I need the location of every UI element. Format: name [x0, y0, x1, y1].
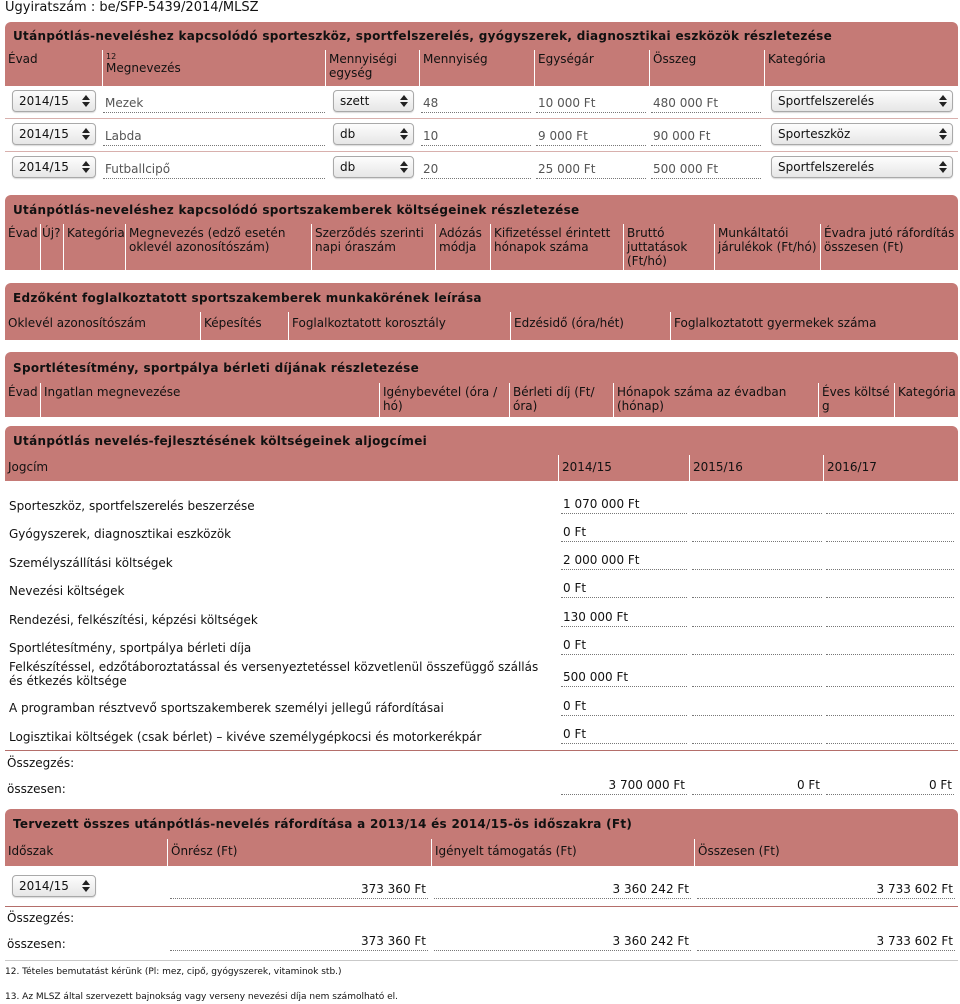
unit-value: szett [340, 94, 370, 108]
coach-header-qual: Képesítés [201, 312, 289, 340]
subcost-label: Logisztikai költségek (csak bérlet) – kivéve személygépkocsi és motorkerékpár [9, 730, 482, 744]
item-name-field[interactable]: Labda [103, 126, 325, 146]
category-select[interactable] [771, 156, 953, 178]
subcost-value-year-2 [692, 635, 822, 655]
category-select[interactable] [771, 123, 953, 145]
subcost-label: Gyógyszerek, diagnosztikai eszközök [9, 527, 232, 541]
subcost-value-year-1: 0 Ft [561, 578, 687, 598]
equipment-header-unit-price: Egységár [535, 50, 650, 86]
subcost-value-year-1: 0 Ft [561, 724, 687, 744]
subcost-value-year-1: 500 000 Ft [561, 667, 687, 687]
select-arrows-icon [939, 95, 947, 107]
subcost-label: Felkészítéssel, edzőtáboroztatással és versenyeztetéssel közvetlenül összefüggő szállás és étkezés költsége [9, 660, 539, 688]
category-value: Sporteszköz [778, 127, 851, 141]
unit-select[interactable] [333, 90, 414, 112]
subcost-value-year-1: 0 Ft [561, 696, 687, 716]
total-label: összesen: [7, 937, 66, 951]
quantity-field[interactable]: 20 [421, 159, 531, 179]
unit-value: db [340, 160, 356, 174]
equipment-header-name [103, 50, 326, 86]
category-select[interactable] [771, 90, 953, 112]
equipment-header-season: Évad [5, 50, 103, 86]
subcost-value-year-3 [826, 494, 954, 514]
subcost-value-year-2 [692, 550, 822, 570]
coach-header-age: Foglalkoztatott korosztály [289, 312, 511, 340]
category-value: Sportfelszerelés [778, 160, 875, 174]
coach-header-kids: Foglalkoztatott gyermekek száma [671, 312, 958, 340]
staff-header-tax: Adózás módja [436, 224, 491, 270]
season-value: 2014/15 [19, 127, 69, 141]
subcost-value-year-2 [692, 494, 822, 514]
subcost-value-year-2 [692, 667, 822, 687]
footnote-marker-12: 12 [106, 52, 117, 61]
total-year-3: 0 Ft [826, 775, 954, 795]
staff-header-months: Kifizetéssel érintett hónapok száma [491, 224, 624, 270]
total-own: 373 360 Ft [170, 931, 428, 951]
season-select[interactable] [12, 123, 96, 145]
staff-header-season: Évad [5, 224, 41, 270]
subcost-label: Sportlétesítmény, sportpálya bérleti díja [9, 641, 252, 655]
subcost-value-year-2 [692, 607, 822, 627]
subcost-value-year-2 [692, 522, 822, 542]
facility-header-yearly: Éves költsé g [819, 383, 895, 417]
unit-select[interactable] [333, 156, 414, 178]
facility-section-title: Sportlétesítmény, sportpálya bérleti díjának részletezése [5, 352, 958, 383]
staff-header-name: Megnevezés (edző esetén oklevél azonosítószám) [126, 224, 312, 270]
footnote-13: 13. Az MLSZ által szervezett bajnokság vagy verseny nevezési díja nem számolható el. [5, 992, 398, 1002]
planned-header-period: Időszak [5, 839, 168, 866]
item-name-field[interactable]: Futballcipő [103, 159, 325, 179]
select-arrows-icon [939, 128, 947, 140]
subcost-value-year-3 [826, 667, 954, 687]
subcost-value-year-3 [826, 522, 954, 542]
select-arrows-icon [82, 95, 90, 107]
summary-label: Összegzés: [7, 756, 75, 770]
period-value: 2014/15 [19, 879, 69, 893]
subcosts-header-year-3: 2016/17 [824, 455, 958, 481]
facility-header-fee: Bérleti díj (Ft/óra) [510, 383, 614, 417]
subcosts-header-year-2: 2015/16 [690, 455, 824, 481]
category-value: Sportfelszerelés [778, 94, 875, 108]
total-year-2: 0 Ft [692, 775, 822, 795]
facility-header-usage: Igénybevétel (óra / hó) [380, 383, 510, 417]
unit-price-field[interactable]: 9 000 Ft [536, 126, 646, 146]
subcost-label: Nevezési költségek [9, 584, 125, 598]
staff-section-title: Utánpótlás-neveléshez kapcsolódó sportszakemberek költségeinek részletezése [5, 195, 958, 224]
equipment-section-title: Utánpótlás-neveléshez kapcsolódó sporteszköz, sportfelszerelés, gyógyszerek, diagnosztikai eszközök részletezése [5, 22, 958, 50]
total-overall: 3 733 602 Ft [697, 931, 955, 951]
subcost-value-year-1: 0 Ft [561, 522, 687, 542]
subcost-label: A programban résztvevő sportszakemberek személyi jellegű ráfordításai [9, 701, 444, 715]
divider [5, 960, 958, 961]
subcost-label: Rendezési, felkészítési, képzési költségek [9, 613, 258, 627]
subcost-value-year-3 [826, 696, 954, 716]
select-arrows-icon [400, 161, 408, 173]
select-arrows-icon [82, 128, 90, 140]
staff-header-new: Új? [41, 224, 64, 270]
subcosts-section-title: Utánpótlás nevelés-fejlesztésének költségeinek aljogcímei [5, 426, 958, 455]
staff-header-hours: Szerződés szerinti napi óraszám [312, 224, 436, 270]
staff-header-category: Kategória [64, 224, 126, 270]
season-select[interactable] [12, 156, 96, 178]
divider [5, 750, 958, 751]
planned-header-requested: Igényelt támogatás (Ft) [432, 839, 695, 866]
divider [5, 906, 958, 907]
unit-select[interactable] [333, 123, 414, 145]
coach-header-hours: Edzésidő (óra/hét) [511, 312, 671, 340]
subcost-value-year-3 [826, 724, 954, 744]
subcost-label: Személyszállítási költségek [9, 556, 173, 570]
amount-field: 90 000 Ft [651, 126, 761, 146]
staff-header-gross: Bruttó juttatások (Ft/hó) [624, 224, 715, 270]
subcost-value-year-3 [826, 578, 954, 598]
requested-support-field: 3 360 242 Ft [434, 879, 691, 899]
planned-header-total: Összesen (Ft) [695, 839, 958, 866]
equipment-header-amount: Összeg [650, 50, 765, 86]
unit-price-field[interactable]: 25 000 Ft [536, 159, 646, 179]
season-select[interactable] [12, 90, 96, 112]
subcost-value-year-1: 0 Ft [561, 635, 687, 655]
unit-price-field[interactable]: 10 000 Ft [536, 93, 646, 113]
summary-label: Összegzés: [7, 911, 75, 925]
footnote-12: 12. Tételes bemutatást kérünk (Pl: mez, cipő, gyógyszerek, vitaminok stb.) [5, 967, 342, 977]
subcosts-header-year-1: 2014/15 [559, 455, 690, 481]
equipment-header-category: Kategória [765, 50, 958, 86]
subcost-value-year-1: 1 070 000 Ft [561, 494, 687, 514]
facility-header-season: Évad [5, 383, 41, 417]
quantity-field[interactable]: 10 [421, 126, 531, 146]
amount-field: 500 000 Ft [651, 159, 761, 179]
total-year-1: 3 700 000 Ft [561, 775, 687, 795]
planned-section-title: Tervezett összes utánpótlás-nevelés ráfordítása a 2013/14 és 2014/15-ös időszakra (Ft) [5, 809, 958, 839]
quantity-field[interactable]: 48 [421, 93, 531, 113]
facility-header-months: Hónapok száma az évadban (hónap) [614, 383, 819, 417]
total-label: összesen: [7, 782, 66, 796]
staff-header-total: Évadra jutó ráfordítás összesen (Ft) [821, 224, 958, 270]
subcost-value-year-2 [692, 724, 822, 744]
item-name-field[interactable]: Mezek [103, 93, 325, 113]
facility-header-category: Kategória [895, 383, 958, 417]
amount-field: 480 000 Ft [651, 93, 761, 113]
staff-header-employer: Munkáltatói járulékok (Ft/hó) [715, 224, 821, 270]
season-value: 2014/15 [19, 94, 69, 108]
subcost-value-year-1: 2 000 000 Ft [561, 550, 687, 570]
coach-header-cert: Oklevél azonosítószám [5, 312, 201, 340]
select-arrows-icon [82, 161, 90, 173]
subcost-value-year-2 [692, 578, 822, 598]
planned-total-field: 3 733 602 Ft [697, 879, 955, 899]
subcost-value-year-3 [826, 550, 954, 570]
subcost-value-year-1: 130 000 Ft [561, 607, 687, 627]
subcosts-header-title: Jogcím [5, 455, 559, 481]
subcost-value-year-2 [692, 696, 822, 716]
select-arrows-icon [939, 161, 947, 173]
planned-header-own: Önrész (Ft) [168, 839, 432, 866]
select-arrows-icon [400, 128, 408, 140]
equipment-header-name-label: Megnevezés [106, 61, 181, 75]
total-requested: 3 360 242 Ft [434, 931, 691, 951]
coach-section-title: Edzőként foglalkoztatott sportszakemberek munkakörének leírása [5, 283, 958, 312]
unit-value: db [340, 127, 356, 141]
season-value: 2014/15 [19, 160, 69, 174]
facility-header-property: Ingatlan megnevezése [41, 383, 380, 417]
subcost-value-year-3 [826, 607, 954, 627]
own-contribution-field: 373 360 Ft [170, 879, 428, 899]
equipment-header-qty: Mennyiség [420, 50, 535, 86]
subcost-label: Sporteszköz, sportfelszerelés beszerzése [9, 499, 255, 513]
select-arrows-icon [82, 880, 90, 892]
period-select[interactable] [12, 875, 96, 897]
document-reference: Ügyiratszám : be/SFP-5439/2014/MLSZ [5, 0, 259, 15]
select-arrows-icon [400, 95, 408, 107]
subcost-value-year-3 [826, 635, 954, 655]
equipment-header-unit: Mennyiségi egység [326, 50, 420, 86]
